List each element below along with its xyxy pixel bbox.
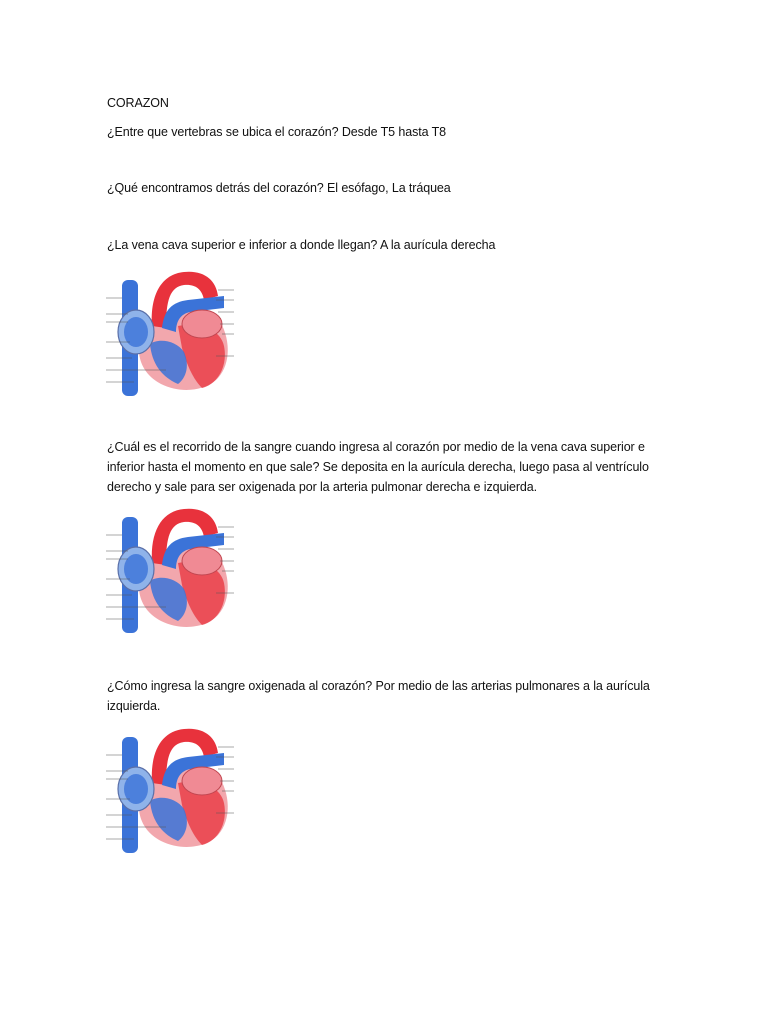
question-vertebras: ¿Entre que vertebras se ubica el corazón? Desde T5 hasta T8 — [107, 125, 446, 139]
question-recorrido-line-2: inferior hasta el momento en que sale? Se deposita en la aurícula derecha, luego pasa al ventrículo — [107, 460, 649, 474]
document-title: CORAZON — [107, 96, 169, 110]
question-sangre-oxigenada-line-2: izquierda. — [107, 699, 161, 713]
question-recorrido-line-3: derecho y sale para ser oxigenada por la arteria pulmonar derecha e izquierda. — [107, 480, 537, 494]
heart-diagram-1 — [106, 266, 236, 396]
heart-illustration — [106, 503, 236, 633]
question-sangre-oxigenada-line-1: ¿Cómo ingresa la sangre oxigenada al corazón? Por medio de las arterias pulmonares a la aurícula — [107, 679, 650, 693]
question-detras: ¿Qué encontramos detrás del corazón? El esófago, La tráquea — [107, 181, 451, 195]
heart-illustration — [106, 266, 236, 396]
question-vena-cava: ¿La vena cava superior e inferior a donde llegan? A la aurícula derecha — [107, 238, 496, 252]
heart-diagram-2 — [106, 503, 236, 633]
heart-illustration — [106, 723, 236, 853]
question-recorrido-line-1: ¿Cuál es el recorrido de la sangre cuando ingresa al corazón por medio de la vena cava superior e — [107, 440, 645, 454]
heart-diagram-3 — [106, 723, 236, 853]
